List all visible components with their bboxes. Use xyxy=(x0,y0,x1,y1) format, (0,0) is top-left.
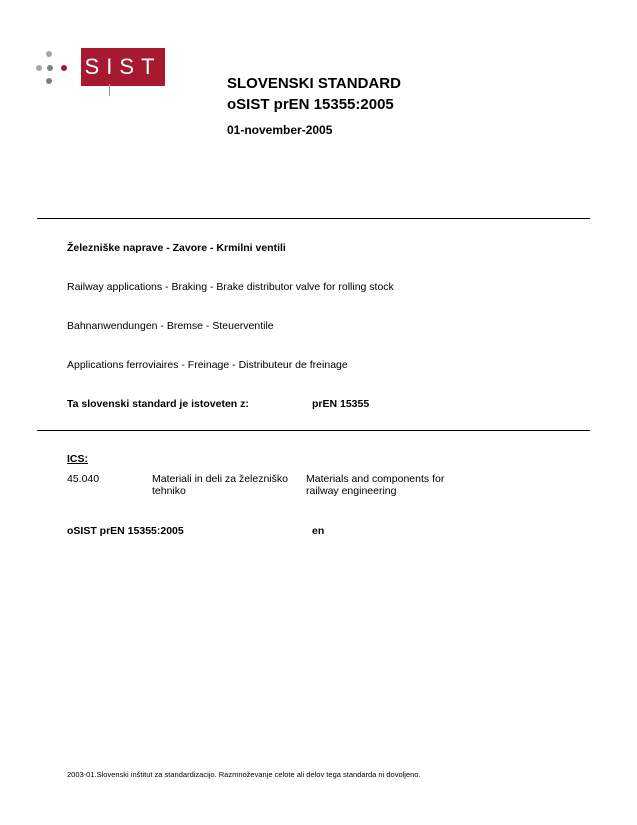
ics-code: 45.040 xyxy=(67,473,100,485)
standard-type: SLOVENSKI STANDARD xyxy=(227,75,401,92)
copyright-notice: 2003-01.Slovenski inštitut za standardizacijo. Razmnoževanje celote ali delov tega standarda ni dovoljeno. xyxy=(67,770,421,779)
title-french: Applications ferroviaires - Freinage - Distributeur de freinage xyxy=(67,359,348,371)
ics-description-en: Materials and components for railway engineering xyxy=(306,473,445,497)
equivalence-value: prEN 15355 xyxy=(312,398,370,410)
sist-logo-dots xyxy=(34,48,74,88)
title-english: Railway applications - Braking - Brake distributor valve for rolling stock xyxy=(67,281,394,293)
ics-description-sl: Materiali in deli za železniško tehniko xyxy=(152,473,288,497)
title-slovenian: Železniške naprave - Zavore - Krmilni ventili xyxy=(67,242,286,254)
logo-divider xyxy=(109,84,110,96)
language-code: en xyxy=(312,525,325,537)
top-rule xyxy=(37,218,590,219)
standard-date: 01-november-2005 xyxy=(227,123,333,137)
sist-logo: SIST xyxy=(81,48,165,86)
equivalence-label: Ta slovenski standard je istoveten z: xyxy=(67,398,249,410)
standard-code: oSIST prEN 15355:2005 xyxy=(227,96,394,113)
ics-label: ICS: xyxy=(67,453,88,465)
title-german: Bahnanwendungen - Bremse - Steuerventile xyxy=(67,320,274,332)
reference-code: oSIST prEN 15355:2005 xyxy=(67,525,184,537)
bottom-rule xyxy=(37,430,590,431)
